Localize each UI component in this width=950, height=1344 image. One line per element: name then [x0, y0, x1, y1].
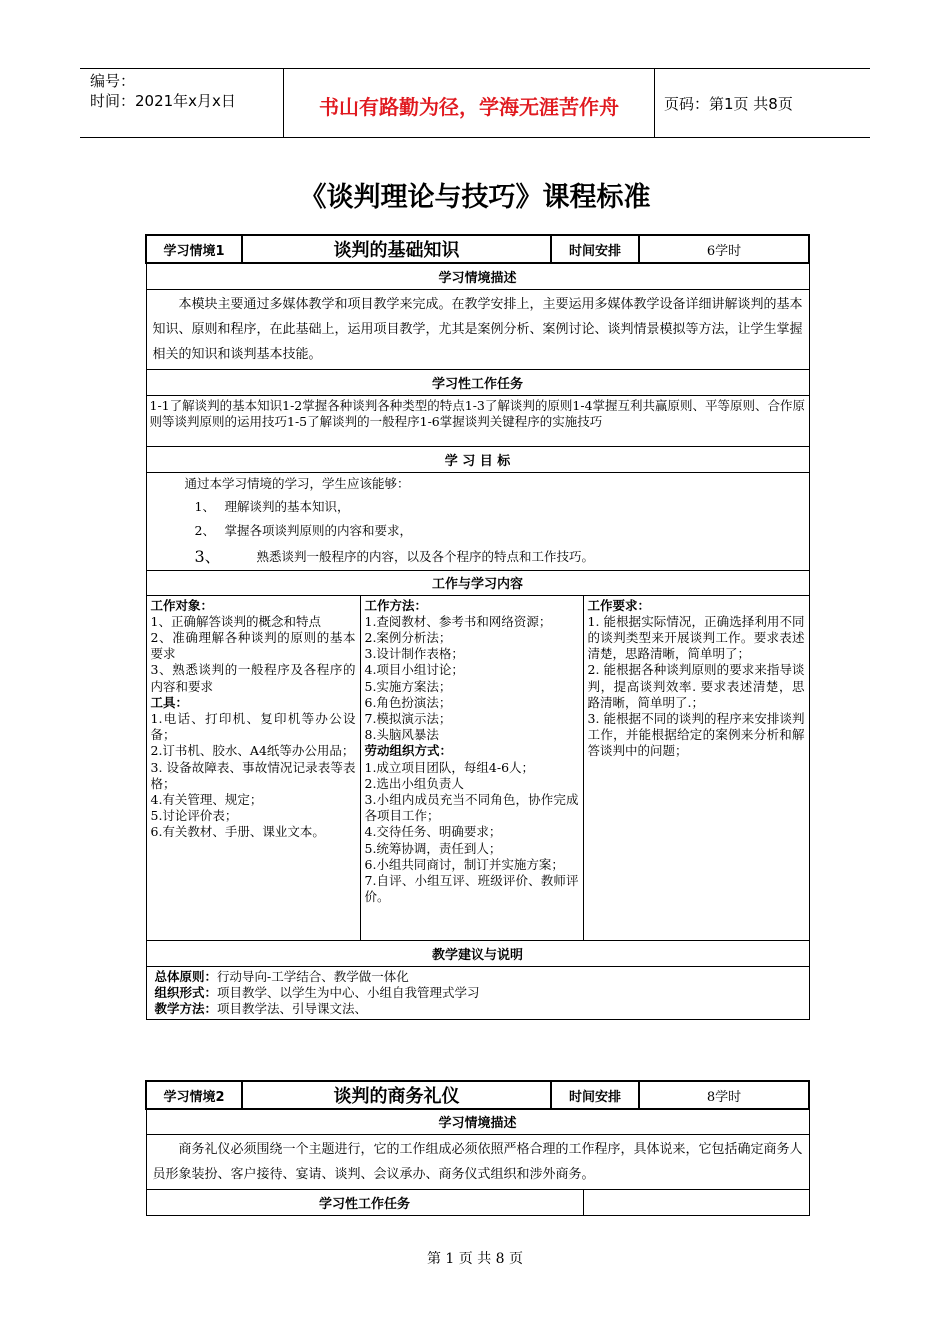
situation-name: 谈判的商务礼仪: [242, 1081, 551, 1109]
page-footer: 第 1 页 共 8 页: [426, 1251, 524, 1267]
time-label: 时间安排: [551, 1081, 639, 1109]
time-label: 时间安排: [551, 235, 639, 263]
labor-org-head: 劳动组织方式：: [364, 743, 453, 759]
situation-name: 谈判的基础知识: [242, 235, 551, 263]
work-method-head: 工作方法：: [364, 597, 428, 613]
motto: 书山有路勤为径，学海无涯苦作舟: [319, 95, 619, 119]
work-method-column: 工作方法： 1.查阅教材、参考书和网络资源； 2.案例分析法； 3.设计制作表格； 4.项目小组讨论； 5.实施方案法； 6.角色扮演法； 7.模拟演示法； 8.头脑风暴法 劳动组织方式： 1.成立项目团队，每组4-6人； 2.选出小组负责人 3.小组内成员充当不同角色，协作完成各项目工作； 4.交待任务、明确要求； 5.统筹协调，责任到人； 6.小组共同商讨，制订并实施方案； 7.自评、小组互评、班级评价、教师评价。: [360, 595, 583, 940]
number-label: 编号：: [90, 72, 136, 90]
goal-item: 2、 掌握各项谈判原则的内容和要求，: [194, 522, 413, 538]
header-motto-cell: [283, 69, 655, 137]
situation-2-table: [145, 1080, 810, 1216]
situation-label: 学习情境1: [146, 235, 242, 263]
page-info: 页码：第1页 共8页: [664, 95, 793, 113]
goal-item: 1、 理解谈判的基本知识，: [194, 498, 350, 514]
goal-intro: 通过本学习情境的学习，学生应该能够：: [184, 475, 410, 491]
work-requirement-column: 工作要求： 1. 能根据实际情况，正确选择利用不同的谈判类型来开展谈判工作。要求表述清楚，思路清晰，简单明了； 2. 能根据各种谈判原则的要求来指导谈判，提高谈判效率. 要求表述清楚，思路清晰，简单明了.； 3. 能根据不同的谈判的程序来安排谈判工作，并能根据给定的案例来分析和解答谈判中的问题；: [583, 595, 809, 940]
situation-label: 学习情境2: [146, 1081, 242, 1109]
work-object-column: 工作对象： 1、正确解答谈判的概念和特点 2、准确理解各种谈判的原则的基本要求 3、熟悉谈判的一般程序及各程序的内容和要求 工具： 1.电话、打印机、复印机等办公设备； 2.订书机、胶水、A4纸等办公用品； 3. 设备故障表、事故情况记录表等表格； 4.有关管理、规定； 5.讨论评价表； 6.有关教材、手册、课业文本。: [146, 595, 360, 940]
header-page-cell: [654, 69, 870, 137]
desc-text: 本模块主要通过多媒体教学和项目教学来完成。在教学安排上，主要运用多媒体教学设备详细讲解谈判的基本知识、原则和程序，在此基础上，运用项目教学，尤其是案例分析、案例讨论、谈判情景模拟等方法，让学生掌握相关的知识和谈判基本技能。: [146, 289, 809, 369]
desc-title: 学习情境描述: [146, 1109, 809, 1134]
time-value: 6学时: [639, 235, 809, 263]
work-object-head: 工作对象：: [150, 597, 214, 613]
advice-block: 总体原则：行动导向-工学结合、教学做一体化 组织形式：项目教学、以学生为中心、小组自我管理式学习 教学方法：项目教学法、引导课文法、: [146, 966, 809, 1019]
task-title: 学习性工作任务: [146, 1189, 583, 1215]
date-label: 时间：2021年x月x日: [90, 92, 236, 110]
task-title-spacer: [583, 1189, 809, 1215]
desc-title: 学习情境描述: [146, 263, 809, 289]
header-meta: [80, 69, 283, 137]
content-title: 工作与学习内容: [146, 570, 809, 595]
goal-item: 3、 熟悉谈判一般程序的内容，以及各个程序的特点和工作技巧。: [194, 546, 595, 566]
document-title: 《谈判理论与技巧》课程标准: [299, 182, 651, 213]
goal-list: [146, 472, 809, 570]
task-text: 1-1了解谈判的基本知识1-2掌握各种谈判各种类型的特点1-3了解谈判的原则1-4掌握互利共赢原则、平等原则、合作原则等谈判原则的运用技巧1-5了解谈判的一般程序1-6掌握谈判关键程序的实施技巧: [146, 395, 809, 446]
task-title: 学习性工作任务: [146, 369, 809, 395]
work-requirement-head: 工作要求：: [587, 597, 651, 613]
desc-text: 商务礼仪必须围绕一个主题进行，它的工作组成必须依照严格合理的工作程序，具体说来，它包括确定商务人员形象装扮、客户接待、宴请、谈判、会议承办、商务仪式组织和涉外商务。: [146, 1134, 809, 1189]
page-header: [80, 68, 870, 138]
time-value: 8学时: [639, 1081, 809, 1109]
goal-title: 学 习 目 标: [146, 446, 809, 472]
tools-head: 工具：: [150, 694, 189, 710]
advice-title: 教学建议与说明: [146, 940, 809, 966]
situation-1-table: [145, 234, 810, 1020]
